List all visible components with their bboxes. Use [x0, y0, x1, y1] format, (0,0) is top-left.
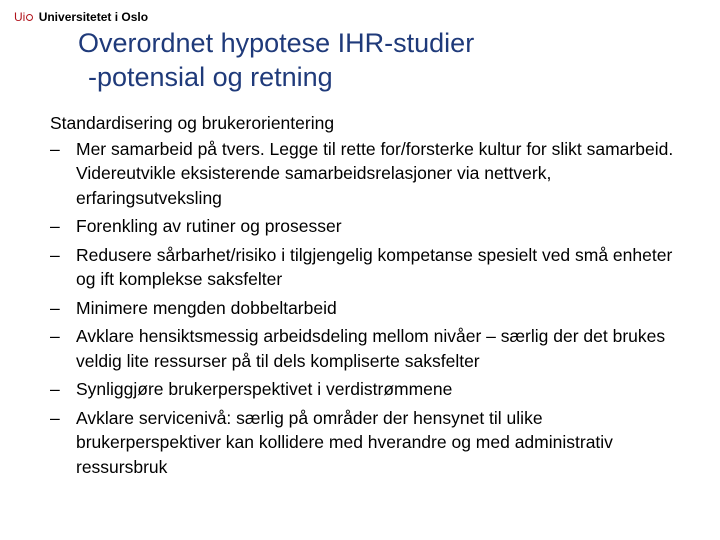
section-heading: Standardisering og brukerorientering — [50, 113, 335, 133]
bullet-dash: – — [50, 244, 60, 265]
bullet-dash: – — [50, 297, 60, 318]
bullet-item — [50, 377, 680, 402]
bullet-dash: – — [50, 379, 60, 399]
bullet-item — [50, 243, 680, 292]
bullet-item — [50, 214, 680, 239]
bullet-text: Redusere sårbarhet/risiko i tilgjengelig kompetanse spesielt ved små enheter og ift komplekse saksfelter — [76, 244, 673, 289]
bullet-dash: – — [50, 216, 60, 236]
bullet-text: Synliggjøre brukerperspektivet i verdistrømmene — [76, 379, 453, 399]
bullet-text: Avklare servicenivå: særlig på områder der hensynet til ulike brukerperspektiver kan kollidere med hverandre og med administrativ ressursbruk — [76, 407, 613, 477]
slide-title-line-2: -potensial og retning — [88, 62, 333, 92]
bullet-item — [50, 296, 680, 321]
logo-uio-mark: Ui — [14, 10, 26, 24]
bullet-dash: – — [50, 138, 60, 159]
bullet-text: Minimere mengden dobbeltarbeid — [76, 297, 337, 318]
bullet-text: Avklare hensiktsmessig arbeidsdeling mellom nivåer – særlig der det brukes veldig lite ressurser på til dels kompliserte saksfelter — [76, 326, 666, 371]
bullet-item — [50, 406, 680, 480]
slide-title-line-1: Overordnet hypotese IHR-studier — [78, 28, 475, 58]
logo-university-name: Universitetet i Oslo — [38, 10, 149, 24]
bullet-list — [50, 137, 680, 480]
bullet-dash: – — [50, 407, 60, 428]
university-logo — [14, 9, 148, 25]
bullet-text: Forenkling av rutiner og prosesser — [76, 216, 342, 236]
slide-title — [78, 26, 698, 94]
slide-content — [50, 111, 680, 483]
bullet-dash: – — [50, 326, 60, 346]
bullet-text: Mer samarbeid på tvers. Legge til rette for/forsterke kultur for slikt samarbeid. Videreutvikle eksisterende samarbeidsrelasjoner via nettverk, erfaringsutveksling — [76, 138, 674, 208]
bullet-item — [50, 137, 680, 211]
logo-ring-icon — [26, 14, 33, 21]
bullet-item — [50, 324, 680, 373]
